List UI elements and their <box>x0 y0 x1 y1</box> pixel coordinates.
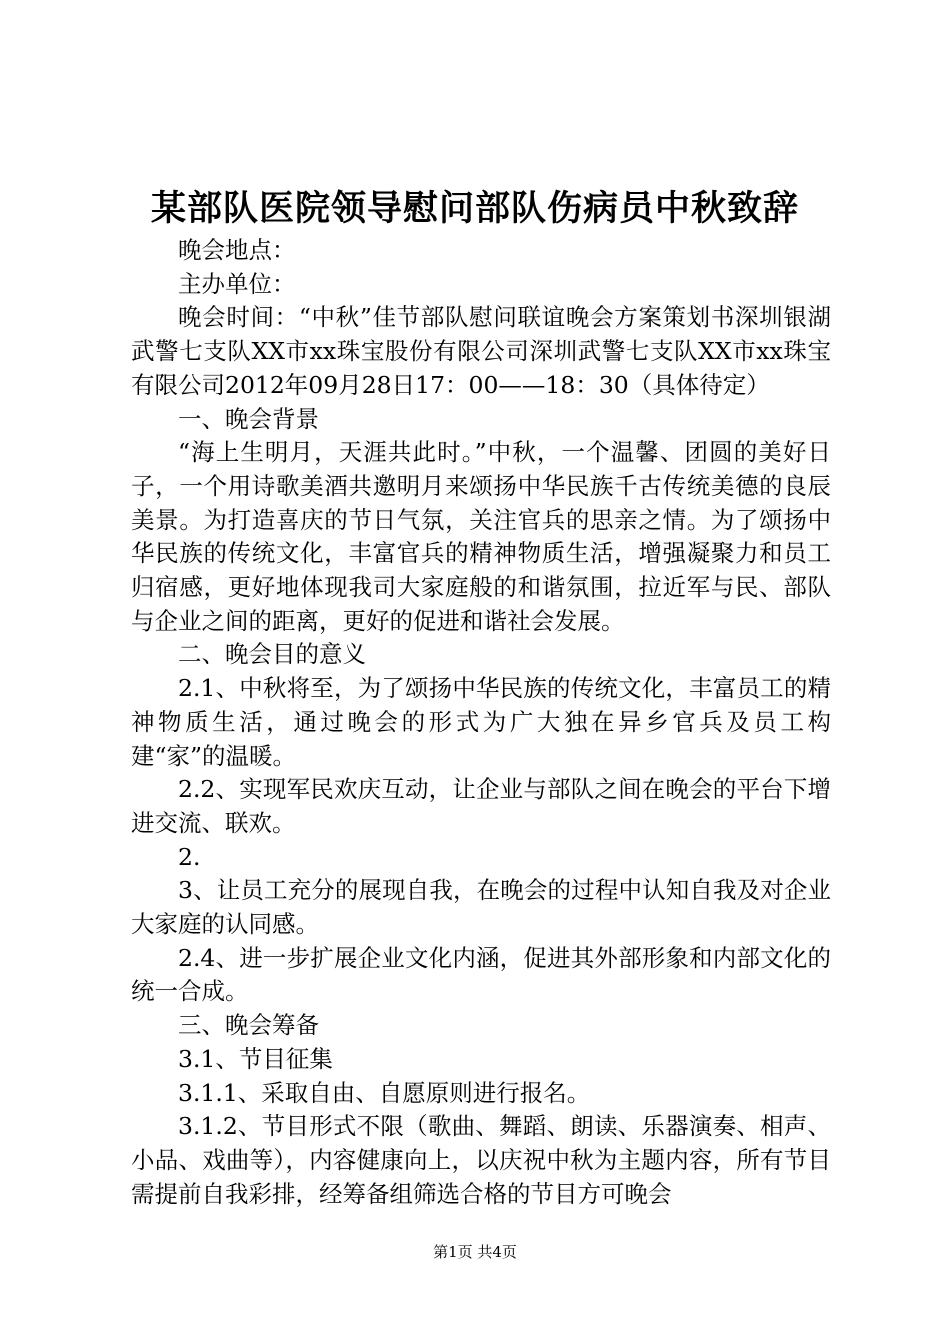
paragraph-venue: 晚会地点： <box>178 236 296 264</box>
paragraph-background: “海上生明月，天涯共此时。”中秋，一个温馨、团圆的美好日子，一个用诗歌美酒共邀明月来颂扬中华民族千古传统美德的良辰美景。为打造喜庆的节日气氛，关注官兵的思亲之情。为了颂扬中华民族的传统文化，丰富官兵的精神物质生活，增强凝聚力和员工归宿感，更好地体现我司大家庭般的和谐氛围，拉近军与民、部队与企业之间的距离，更好的促进和谐社会发展。 <box>131 438 831 635</box>
paragraph-purpose-2-4: 2.4、进一步扩展企业文化内涵，促进其外部形象和内部文化的统一合成。 <box>131 943 831 1006</box>
document-body <box>131 234 831 1211</box>
document-title: 某部队医院领导慰问部队伤病员中秋致辞 <box>150 189 799 229</box>
paragraph-time: 晚会时间：“中秋”佳节部队慰问联谊晚会方案策划书深圳银湖武警七支队XX市xx珠宝股份有限公司深圳武警七支队XX市xx珠宝有限公司2012年09月28日17：00——18：30（具体待定） <box>131 303 831 399</box>
section-heading-preparation: 三、晚会筹备 <box>178 1011 319 1040</box>
paragraph-purpose-3: 3、让员工充分的展现自我，在晚会的过程中认知自我及对企业大家庭的认同感。 <box>131 876 831 939</box>
section-heading-purpose: 二、晚会目的意义 <box>178 640 366 669</box>
paragraph-purpose-2: 2. <box>178 842 201 871</box>
paragraph-prep-3-1: 3.1、节目征集 <box>178 1044 333 1073</box>
paragraph-prep-3-1-2: 3.1.2、节目形式不限（歌曲、舞蹈、朗读、乐器演奏、相声、小品、戏曲等），内容健康向上，以庆祝中秋为主题内容，所有节目需提前自我彩排，经筹备组筛选合格的节目方可晚会 <box>131 1112 831 1208</box>
section-heading-background: 一、晚会背景 <box>178 404 319 433</box>
paragraph-purpose-2-1: 2.1、中秋将至，为了颂扬中华民族的传统文化，丰富员工的精神物质生活，通过晚会的形式为广大独在异乡官兵及员工构建“家”的温暖。 <box>131 674 831 770</box>
page-footer: 第1页 共4页 <box>433 1243 517 1261</box>
paragraph-organizer: 主办单位： <box>178 269 296 298</box>
paragraph-purpose-2-2: 2.2、实现军民欢庆互动，让企业与部队之间在晚会的平台下增进交流、联欢。 <box>131 775 831 837</box>
paragraph-prep-3-1-1: 3.1.1、采取自由、自愿原则进行报名。 <box>178 1078 591 1107</box>
